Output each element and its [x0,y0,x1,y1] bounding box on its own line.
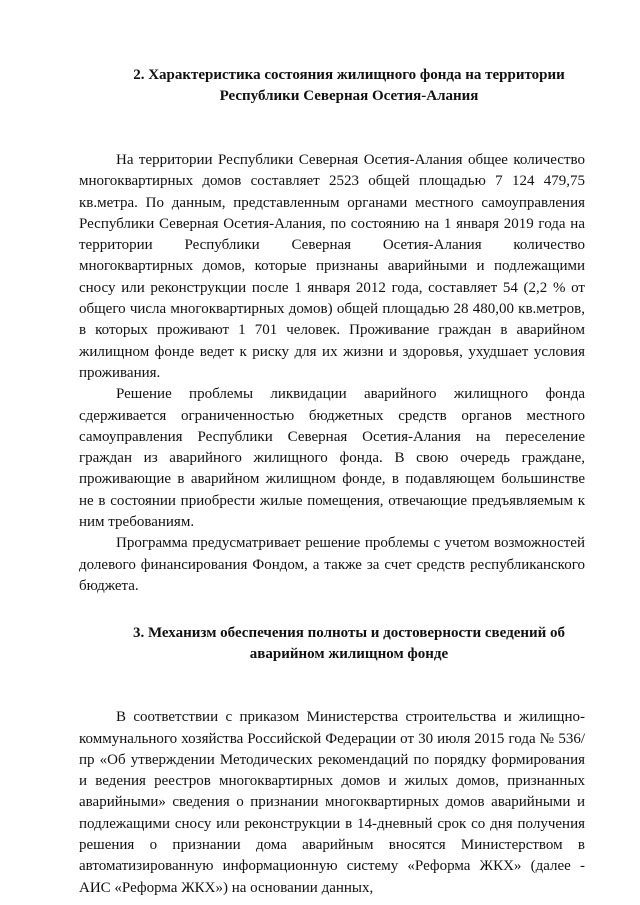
section-3-heading: 3. Механизм обеспечения полноты и достоверности сведений об аварийном жилищном фонде [132,625,566,663]
section-2-paragraph-3: Программа предусматривает решение проблемы с учетом возможностей долевого финансирования Фондом, а также за счет средств республиканского бюджета. [79,535,585,594]
section-3-body [79,707,585,899]
document-page [79,50,585,899]
section-2-paragraph-1: На территории Республики Северная Осетия-Алания общее количество многоквартирных домов составляет 2523 общей площадью 7 124 479,75 кв.метра. По данным, представленным органами местного самоуправления Республики Северная Осетия-Алания, по состоянию на 1 января 2019 года на территории Республики Северная Осетия-Алания количество многоквартирных домов, которые признаны аварийными и подлежащими сносу или реконструкции после 1 января 2012 года, составляет 54 (2,2 % от общего числа многоквартирных домов) общей площадью 28 480,00 кв.метров, в которых проживают 1 701 человек. Проживание граждан в аварийном жилищном фонде ведет к риску для их жизни и здоровья, ухудшает условия проживания. [79,152,585,381]
section-2-paragraph-2: Решение проблемы ликвидации аварийного жилищного фонда сдерживается ограниченностью бюджетных средств органов местного самоуправления Республики Северная Осетия-Алания на переселение граждан из аварийного жилищного фонда. В свою очередь граждане, проживающие в аварийном жилищном фонде, в подавляющем большинстве не в состоянии приобрести жилые помещения, отвечающие предъявляемым к ним требованиям. [79,386,585,531]
section-2-heading: 2. Характеристика состояния жилищного фонда на территории Республики Северная Осетия-Алания [133,67,565,104]
section-3-paragraph-1: В соответствии с приказом Министерства строительства и жилищно-коммунального хозяйства Российской Федерации от 30 июля 2015 года № 536/пр «Об утверждении Методических рекомендаций по порядку формирования и ведения реестров многоквартирных домов и жилых домов, признанных аварийными» сведения о признании многоквартирных домов аварийными и подлежащими сносу или реконструкции в 14-дневный срок со дня получения решения о признании дома аварийным вносятся Министерством в автоматизированную информационную систему «Реформа ЖКХ» (далее - АИС «Реформа ЖКХ») на основании данных, [79,709,585,896]
section-2-body [79,150,585,597]
